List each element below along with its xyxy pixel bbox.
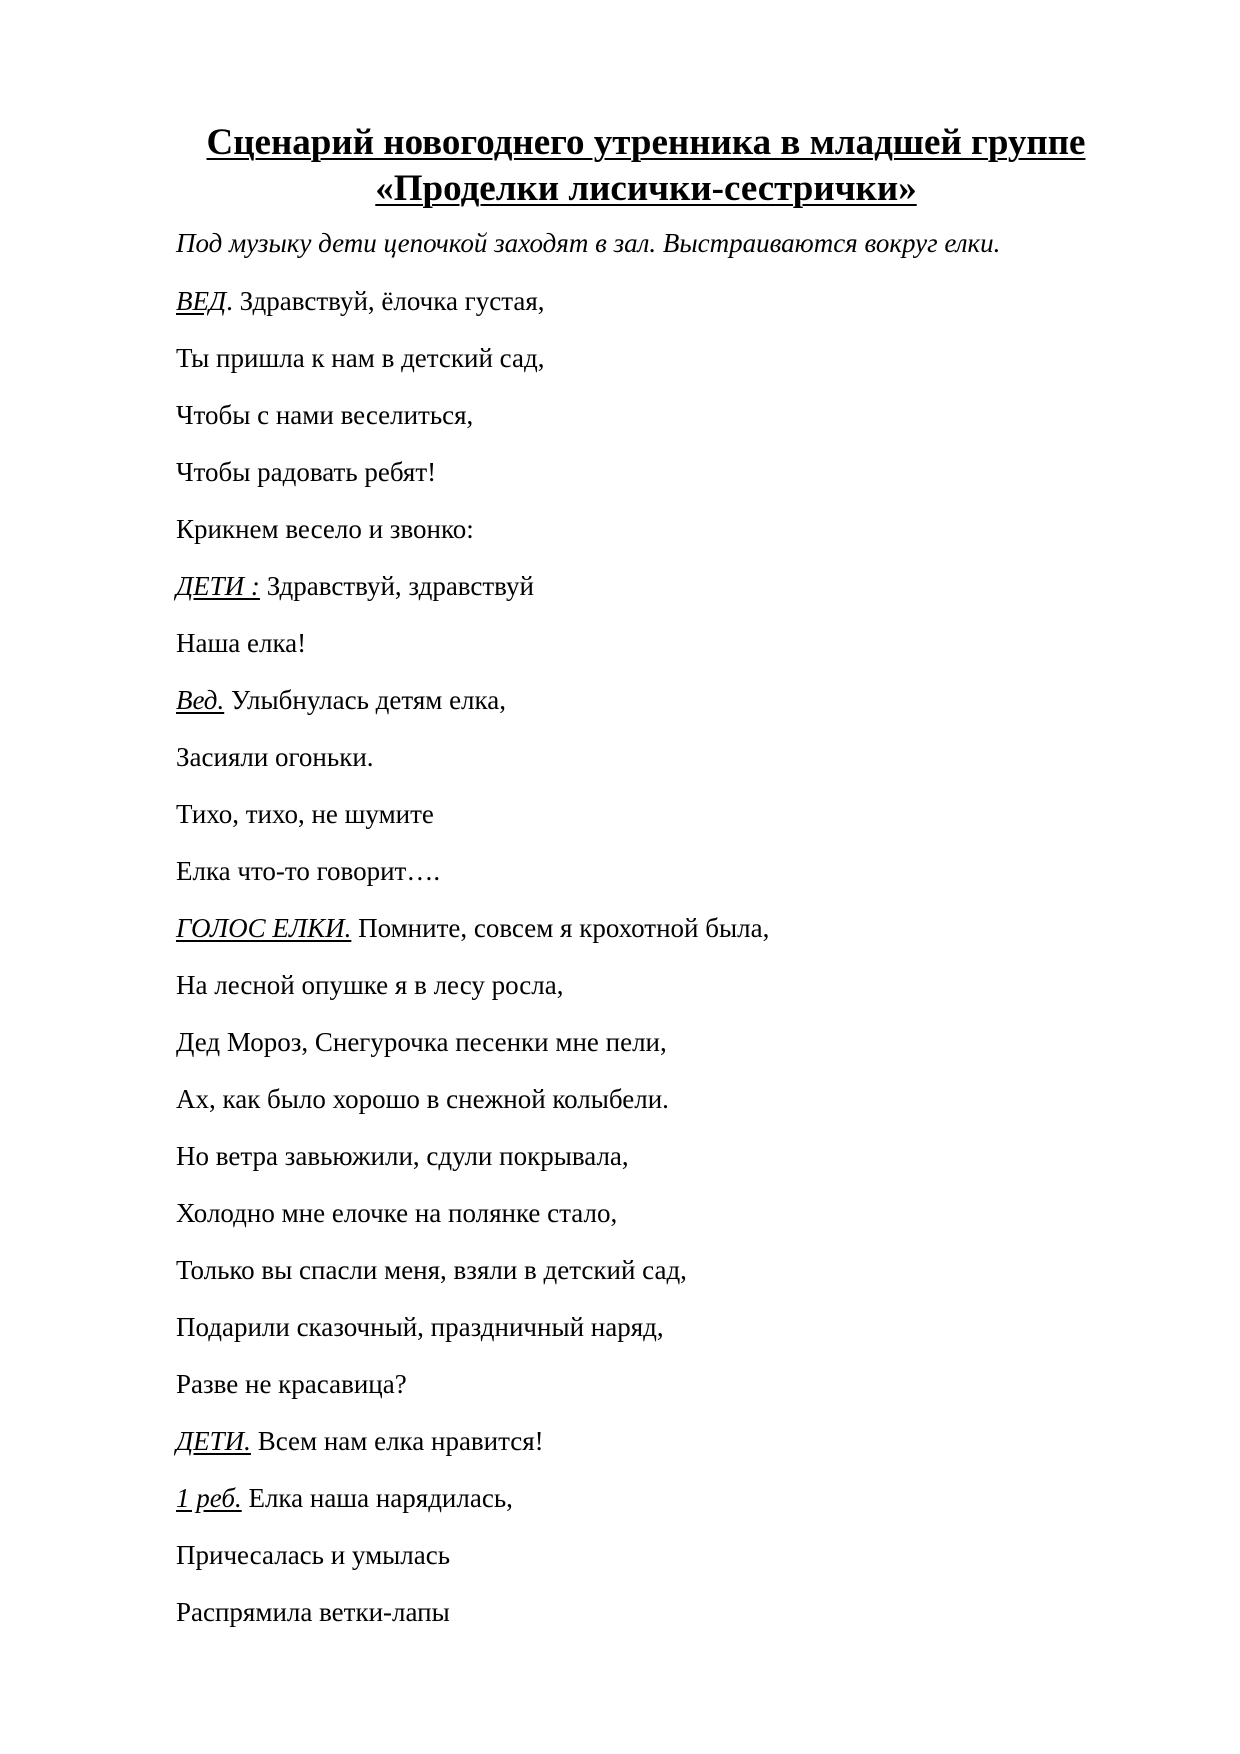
script-line [176, 1481, 769, 1538]
script-line [176, 683, 769, 740]
line-text: Елка что-то говорит…. [176, 856, 441, 886]
line-text: Подарили сказочный, праздничный наряд, [176, 1312, 664, 1342]
line-text: Ах, как было хорошо в снежной колыбели. [176, 1084, 669, 1114]
line-text: Распрямила ветки-лапы [176, 1597, 450, 1627]
script-line [176, 1025, 769, 1082]
script-line [176, 398, 769, 455]
line-text: Ты пришла к нам в детский сад, [176, 343, 545, 373]
line-text: На лесной опушке я в лесу росла, [176, 970, 564, 1000]
script-line [176, 911, 769, 968]
document-title [176, 120, 1116, 212]
script-line [176, 1196, 769, 1253]
script-line [176, 1424, 769, 1481]
line-text: Крикнем весело и звонко: [176, 514, 474, 544]
speaker-label: ДЕТИ : [176, 571, 260, 601]
script-line [176, 968, 769, 1025]
line-text: Тихо, тихо, не шумите [176, 799, 434, 829]
line-text: Разве не красавица? [176, 1369, 407, 1399]
script-line [176, 1082, 769, 1139]
line-text: Только вы спасли меня, взяли в детский сад, [176, 1255, 687, 1285]
script-lines [176, 284, 769, 1652]
script-line [176, 854, 769, 911]
line-text: Но ветра завьюжили, сдули покрывала, [176, 1141, 629, 1171]
speaker-label: Вед. [176, 685, 225, 715]
speaker-label: ВЕД [176, 286, 227, 316]
speaker-label: ГОЛОС ЕЛКИ. [176, 913, 352, 943]
line-text: Помните, совсем я крохотной была, [351, 913, 770, 943]
script-line [176, 626, 769, 683]
speaker-label: ДЕТИ. [176, 1426, 251, 1456]
line-text: Причесалась и умылась [176, 1540, 451, 1570]
title-line-1: Сценарий новогоднего утренника в младшей группе [206, 122, 1086, 163]
speaker-label: 1 реб. [176, 1483, 242, 1513]
script-line [176, 1139, 769, 1196]
line-text: Дед Мороз, Снегурочка песенки мне пели, [176, 1027, 667, 1057]
script-line [176, 1310, 769, 1367]
script-line [176, 341, 769, 398]
script-line [176, 284, 769, 341]
script-line [176, 1538, 769, 1595]
line-text: Улыбнулась детям елка, [224, 685, 506, 715]
script-line [176, 512, 769, 569]
script-line [176, 740, 769, 797]
stage-direction: Под музыку дети цепочкой заходят в зал. Выстраиваются вокруг елки. [176, 228, 1001, 258]
script-line [176, 455, 769, 512]
line-text: Здравствуй, здравствуй [259, 571, 534, 601]
script-line [176, 1367, 769, 1424]
script-line [176, 569, 769, 626]
title-line-2: «Проделки лисички-сестрички» [375, 168, 917, 209]
script-line [176, 797, 769, 854]
line-text: Наша елка! [176, 628, 307, 658]
line-text: Елка наша нарядилась, [241, 1483, 513, 1513]
script-line [176, 1595, 769, 1652]
line-text: Чтобы с нами веселиться, [176, 400, 474, 430]
line-text: Чтобы радовать ребят! [176, 457, 437, 487]
line-text: Всем нам елка нравится! [250, 1426, 544, 1456]
line-text: Холодно мне елочке на полянке стало, [176, 1198, 618, 1228]
line-text: . Здравствуй, ёлочка густая, [226, 286, 545, 316]
script-line [176, 1253, 769, 1310]
line-text: Засияли огоньки. [176, 742, 374, 772]
